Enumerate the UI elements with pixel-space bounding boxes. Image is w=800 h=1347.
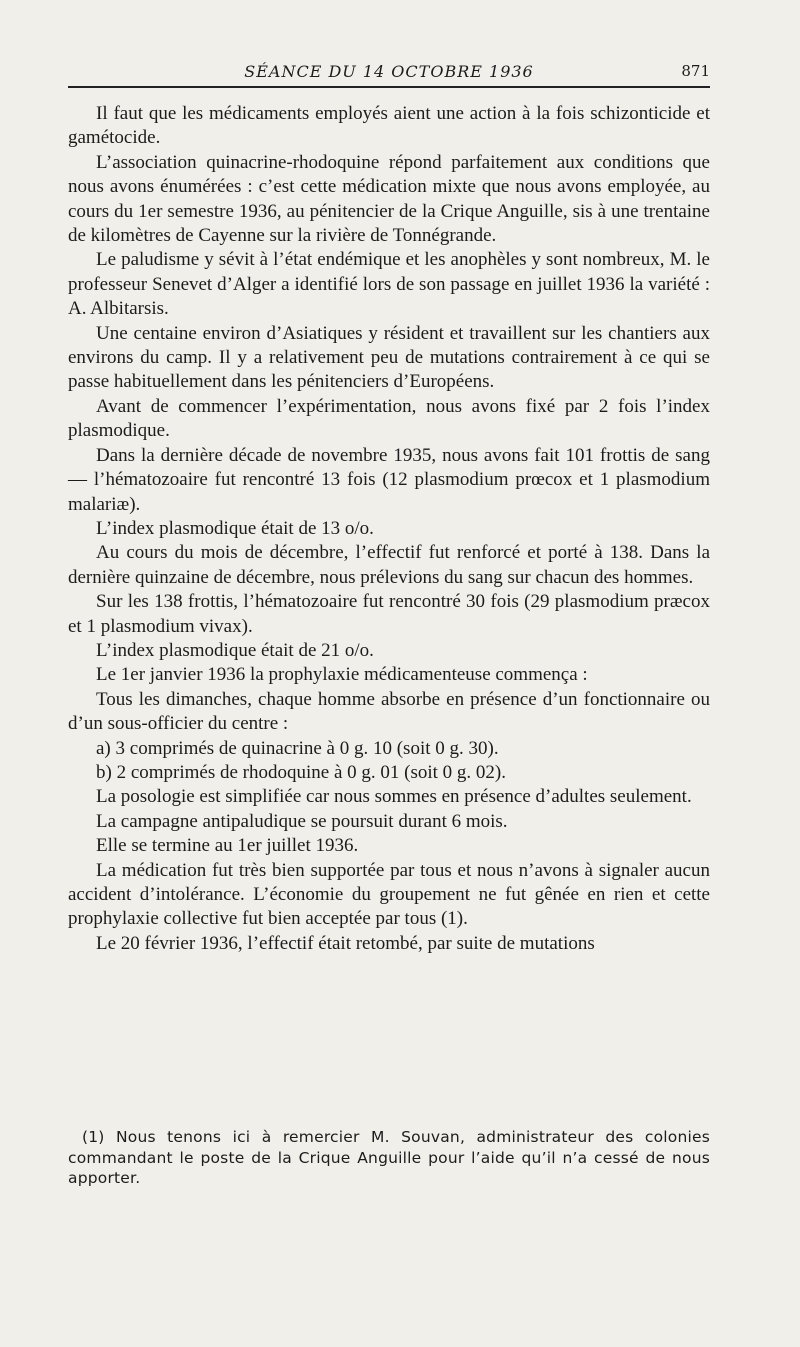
paragraph: Une centaine environ d’Asiatiques y résident et travaillent sur les chantiers aux environs du camp. Il y a relativement peu de mutations contrairement à ce qui se passe habituellement dans les pénitenciers d’Européens. <box>68 322 710 393</box>
paragraph: Au cours du mois de décembre, l’effectif fut renforcé et porté à 138. Dans la dernière quinzaine de décembre, nous prélevions du sang sur chacun des hommes. <box>68 542 710 588</box>
footnote: (1) Nous tenons ici à remercier M. Souvan, administrateur des colonies commandant le poste de la Crique Anguille pour l’aide qu’il n’a cessé de nous apporter. <box>68 1128 710 1188</box>
list-item: b) 2 comprimés de rhodoquine à 0 g. 01 (soit 0 g. 02). <box>96 761 507 783</box>
paragraph: L’index plasmodique était de 21 o/o. <box>96 639 374 661</box>
paragraph: Le 20 février 1936, l’effectif était retombé, par suite de mutations <box>96 932 595 954</box>
paragraph: L’association quinacrine-rhodoquine répond parfaitement aux conditions que nous avons énumérées : c’est cette médication mixte que nous avons employée, au cours du 1er semestre 1936, au pénitencier de la Crique Anguille, sis à une trentaine de kilomètres de Cayenne sur la rivière de Tonnégrande. <box>68 151 710 247</box>
paragraph: L’index plasmodique était de 13 o/o. <box>96 517 374 539</box>
paragraph: Sur les 138 frottis, l’hématozoaire fut rencontré 30 fois (29 plasmodium præcox et 1 plasmodium vivax). <box>68 591 710 637</box>
paragraph: Le 1er janvier 1936 la prophylaxie médicamenteuse commença : <box>96 664 588 686</box>
paragraph: Elle se termine au 1er juillet 1936. <box>96 835 359 857</box>
running-header <box>68 62 710 88</box>
paragraph: Dans la dernière décade de novembre 1935, nous avons fait 101 frottis de sang — l’hématozoaire fut rencontré 13 fois (12 plasmodium prœcox et 1 plasmodium malariæ). <box>68 444 710 515</box>
header-title: SÉANCE DU 14 OCTOBRE 1936 <box>244 62 534 81</box>
paragraph: La campagne antipaludique se poursuit durant 6 mois. <box>96 810 508 832</box>
body-text <box>68 102 710 956</box>
paragraph: La médication fut très bien supportée par tous et nous n’avons à signaler aucun accident d’intolérance. L’économie du groupement ne fut gênée en rien et cette prophylaxie collective fut bien acceptée par tous (1). <box>68 859 710 930</box>
page-number: 871 <box>681 62 710 80</box>
paragraph: Le paludisme y sévit à l’état endémique et les anophèles y sont nombreux, M. le professeur Senevet d’Alger a identifié lors de son passage en juillet 1936 la variété : A. Albitarsis. <box>68 249 710 320</box>
paragraph: La posologie est simplifiée car nous sommes en présence d’adultes seulement. <box>96 786 692 808</box>
paragraph: Avant de commencer l’expérimentation, nous avons fixé par 2 fois l’index plasmodique. <box>68 395 710 442</box>
paragraph: Il faut que les médicaments employés aient une action à la fois schizonticide et gamétocide. <box>68 103 710 149</box>
list-item: a) 3 comprimés de quinacrine à 0 g. 10 (soit 0 g. 30). <box>96 737 499 759</box>
paragraph: Tous les dimanches, chaque homme absorbe en présence d’un fonctionnaire ou d’un sous-officier du centre : <box>68 688 710 735</box>
